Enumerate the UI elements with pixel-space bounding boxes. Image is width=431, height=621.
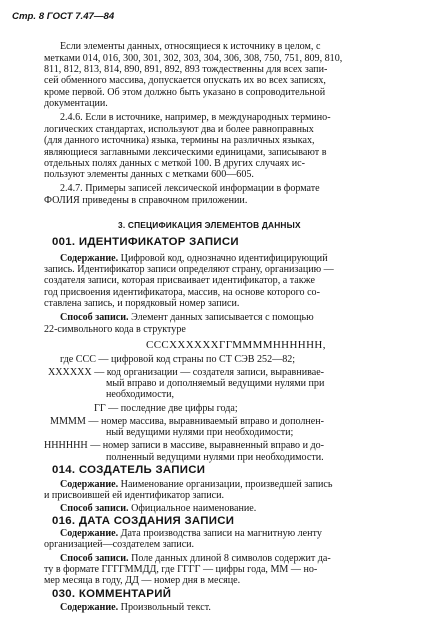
text-line: 22-символьного кода в структуре xyxy=(44,323,186,335)
text-line: Если элементы данных, относящиеся к источнику в целом, с xyxy=(60,41,321,53)
text-line: ФОЛИЯ приведены в справочном приложении. xyxy=(44,194,248,206)
text-span: Официальное наименование. xyxy=(128,503,257,515)
content-label: Содержание. xyxy=(60,601,119,613)
text-line xyxy=(60,528,322,539)
text-line: (для данного источника) языка, термины на различных языках, xyxy=(44,135,315,147)
text-line: запись. Идентификатор записи определяют страну, организацию — xyxy=(44,264,334,275)
text-line: ГГ — последние две цифры года; xyxy=(94,402,238,414)
text-line xyxy=(60,479,332,490)
entry-title: 030. КОММЕНТАРИЙ xyxy=(52,587,172,600)
text-line: документации. xyxy=(44,98,108,110)
method-label: Способ записи. xyxy=(60,312,129,324)
method-label: Способ записи. xyxy=(60,503,129,515)
text-line: где ССС — цифровой код страны по СТ СЭВ 252—82; xyxy=(60,354,296,366)
entry-title: 016. ДАТА СОЗДАНИЯ ЗАПИСИ xyxy=(52,514,235,527)
text-line: 2.4.6. Если в источнике, например, в международных термино- xyxy=(60,112,331,124)
text-line: 811, 812, 813, 814, 890, 891, 892, 893 тождественны для всех запи- xyxy=(44,64,328,75)
text-span: Поле данных длиной 8 символов содержит да- xyxy=(128,552,331,564)
text-line xyxy=(60,602,211,613)
text-line: мый вправо и дополняемый ведущими нулями при xyxy=(106,378,325,389)
text-line: необходимости, xyxy=(106,389,175,401)
text-line: кроме первой. Об этом должно быть указано в сопроводительной xyxy=(44,86,326,98)
text-line xyxy=(60,553,331,564)
text-span: Цифровой код, однозначно идентифицирующий xyxy=(118,252,328,264)
section-title: 3. СПЕЦИФИКАЦИЯ ЭЛЕМЕНТОВ ДАННЫХ xyxy=(118,220,301,231)
method-label: Способ записи. xyxy=(60,552,129,564)
text-line: и присвоившей ей идентификатор записи. xyxy=(44,490,225,502)
text-line: являющиеся заглавными лексическими единицами, записывают в xyxy=(44,146,327,158)
text-line: пользуют элементы данных с метками 600—605. xyxy=(44,169,254,181)
text-line: полненный ведущими нулями при необходимости. xyxy=(106,451,324,463)
text-line: создателя записи, которая присваивает идентификатор, а также xyxy=(44,275,315,287)
page-header: Стр. 8 ГОСТ 7.47—84 xyxy=(12,10,115,22)
content-label: Содержание. xyxy=(60,478,119,490)
text-line: ту в формате ГГГГММДД, где ГГГГ — цифры года, ММ — но- xyxy=(44,563,318,575)
text-line: ставлена запись, и порядковый номер записи. xyxy=(44,298,240,310)
text-line: сей обменного массива, допускается опускать их во всех записях, xyxy=(44,75,326,87)
text-line: год присвоения идентификатора, массив, на основе которого со- xyxy=(44,286,320,298)
text-line xyxy=(60,253,328,264)
entry-title: 001. ИДЕНТИФИКАТОР ЗАПИСИ xyxy=(52,235,239,248)
text-line: ХХХХХХ — код организации — создателя записи, выравнивае- xyxy=(48,366,325,378)
text-span: Произвольный текст. xyxy=(118,601,211,613)
text-span: Наименование организации, произведшей запись xyxy=(118,478,333,490)
code-structure: СССXXXXXXГГММММНННННН, xyxy=(146,339,326,352)
text-line xyxy=(60,503,256,514)
text-line: организацией—создателем записи. xyxy=(44,539,195,551)
text-line xyxy=(60,312,314,323)
text-line: мер месяца в году, ДД — номер дня в месяце. xyxy=(44,575,241,587)
text-line: НННННН — номер записи в массиве, выравненный вправо и до- xyxy=(44,440,325,452)
entry-title: 014. СОЗДАТЕЛЬ ЗАПИСИ xyxy=(52,463,206,476)
text-line: 2.4.7. Примеры записей лексической информации в формате xyxy=(60,183,320,195)
text-line: логических стандартах, используют два и более равноправных xyxy=(44,123,314,135)
content-label: Содержание. xyxy=(60,252,119,264)
text-line: метками 014, 016, 300, 301, 302, 303, 304, 306, 308, 750, 751, 809, 810, xyxy=(44,52,343,64)
text-line: ММММ — номер массива, выравниваемый вправо и дополнен- xyxy=(50,415,325,427)
text-line: отдельных полях данных с меткой 100. В других случаях ис- xyxy=(44,157,306,169)
content-label: Содержание. xyxy=(60,527,119,539)
text-span: Дата производства записи на магнитную ленту xyxy=(118,527,322,539)
text-span: Элемент данных записывается с помощью xyxy=(128,312,314,324)
text-line: ный ведущими нулями при необходимости; xyxy=(106,427,294,439)
